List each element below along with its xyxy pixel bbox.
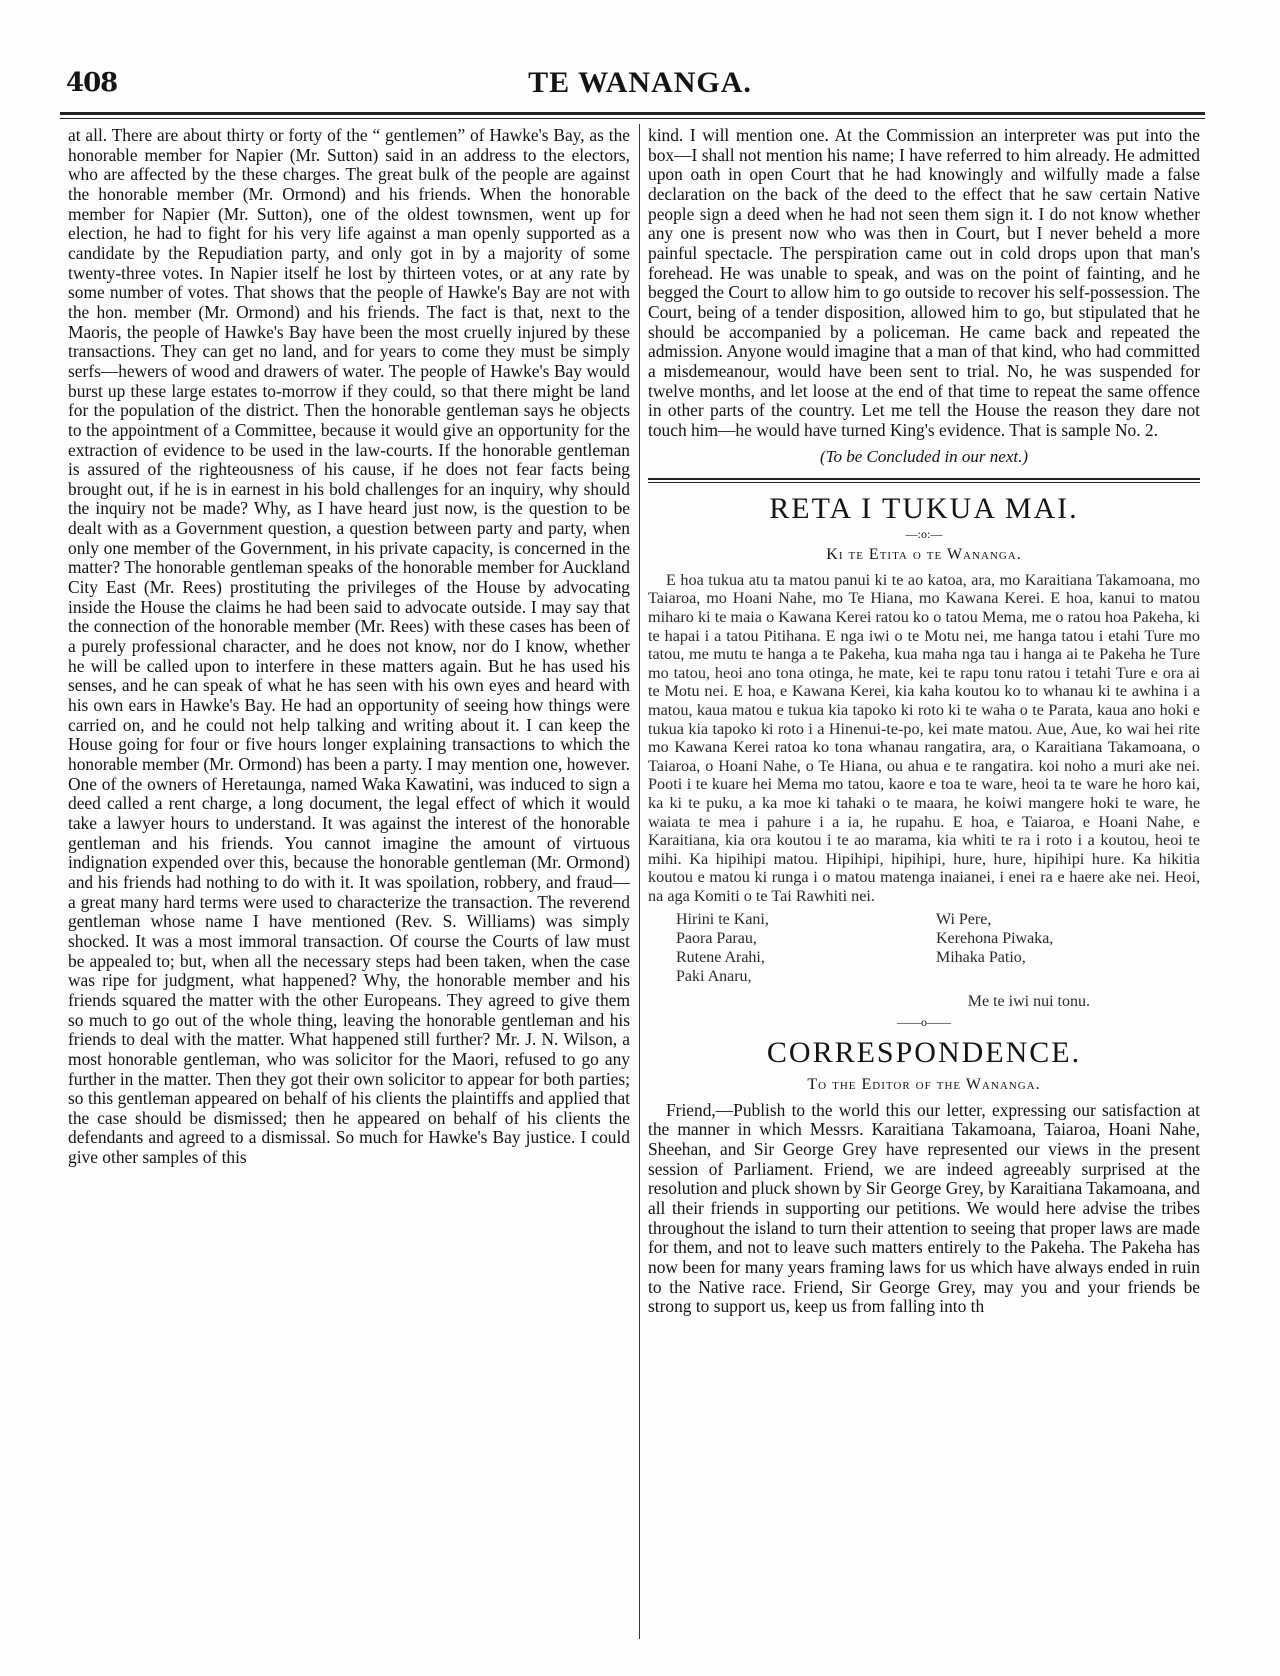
signatory: Rutene Arahi, <box>676 948 765 966</box>
reta-title: RETA I TUKUA MAI. <box>769 492 1079 526</box>
reta-closing: Me te iwi nui tonu. <box>967 992 1090 1010</box>
left-column <box>68 126 630 1646</box>
signatory: Hirini te Kani, <box>676 910 769 928</box>
section-rule <box>648 478 1200 483</box>
masthead-title: TE WANANGA. <box>528 66 752 99</box>
left-column-paragraph: at all. There are about thirty or forty of the “ gentlemen” of Hawke's Bay, as the honorable member for Napier (Mr. Sutton) said in an address to the electors, who are affected by the these charges. The great bulk of the people are against the honorable member (Mr. Ormond) and his friends. When the honorable member for Napier (Mr. Sutton), one of the oldest townsmen, went up for election, he had to fight for his very life against a man openly supported as a candidate by the Repudiation party, and only got in by a majority of some twenty-three votes. In Napier itself he lost by thirteen votes, or at any rate by some number of votes. That shows that the people of Hawke's Bay are not with the hon. member (Mr. Ormond) and his friends. The fact is that, next to the Maoris, the people of Hawke's Bay have been the most cruelly injured by these transactions. They can get no land, and for years to come they must be simply serfs—hewers of wood and drawers of water. The people of Hawke's Bay would burst up these large estates to-morrow if they could, so that there might be land for the population of the district. Then the honorable gentleman says he objects to the appointment of a Committee, because it would give an opportunity for the extraction of evidence to be used in the law-courts. If the honorable gentleman is assured of the righteousness of his cause, if he does not fear facts being brought out, if he is in earnest in his bold challenges for an inquiry, why should the inquiry not be made? Why, as I have heard just now, is the question to be dealt with as a Government question, a question between party and party, when only one member of the Government, in his private capacity, is concerned in the matter? The honorable gentleman speaks of the honorable member for Auckland City East (Mr. Rees) prostituting the privileges of the House by advocating inside the House the claims he had been said to advocate outside. I may say that the connection of the honorable member (Mr. Rees) with these cases has been of a purely professional character, and he does not know, nor do I know, whether he will be called upon to interfere in these matters again. But he has used his senses, and he can speak of what he has seen with his own eyes and heard with his own ears in Hawke's Bay. He had an opportunity of seeing how things were carried on, and he could not help talking and writing about it. I can keep the House going for four or five hours longer explaining transactions to which the honorable member (Mr. Ormond) has been a party. I may mention one, however. One of the owners of Heretaunga, named Waka Kawatini, was induced to sign a deed called a rent charge, a long document, the legal effect of which it would take a lawyer hours to understand. It was against the interest of the honorable gentleman and his friends. You cannot imagine the amount of virtuous indignation expended over this, because the honorable gentleman (Mr. Ormond) and his friends had nothing to do with it. It was spoilation, robbery, and fraud—a great many hard terms were used to characterize the transaction. The reverend gentleman whose name I have mentioned (Rev. S. Williams) was simply shocked. It was a most immoral transaction. Of course the Courts of law must be appealed to; but, when all the necessary steps had been taken, when the case was ripe for judgment, what happened? Why, the honorable member and his friends squared the matter with the other Europeans. They agreed to give them so much to go out of the whole thing, leaving the honorable gentleman and his friends to deal with the matter. What happened still further? Mr. J. N. Wilson, a most honorable gentleman, who was solicitor for the Maori, refused to go any further in the matter. Then they got their own solicitor to appear for both parties; so this gentleman appeared on behalf of his clients the plaintiffs and applied that the case should be dismissed; then he appeared on behalf of his clients the defendants and agreed to a dismissal. So much for Hawke's Bay justice. I could give other samples of this <box>68 126 630 1168</box>
signatory: Kerehona Piwaka, <box>936 929 1054 947</box>
page-header <box>60 66 1220 106</box>
right-column <box>648 126 1200 1646</box>
correspondence-ornament: ——o—— <box>897 1015 951 1030</box>
correspondence-letter-body: Friend,—Publish to the world this our letter, expressing our satisfaction at the manner in which Messrs. Karaitiana Takamoana, Taiaroa, Hoani Nahe, Sheehan, and Sir George Grey have represented our views in the present session of Parliament. Friend, we are indeed agreeably surprised at the resolution and pluck shown by Sir George Grey, by Karaitiana Takamoana, and all their friends in supporting our petitions. We would here advise the tribes throughout the island to turn their attention to seeing that proper laws are made for them, and not to leave such matters entirely to the Pakeha. The Pakeha has now been for many years framing laws for us which have always ended in ruin to the Native race. Friend, Sir George Grey, may you and your friends be strong to support us, keep us from falling into th <box>648 1099 1200 1317</box>
continued-note: (To be Concluded in our next.) <box>819 446 1029 466</box>
signatory: Mihaka Patio, <box>936 948 1026 966</box>
speech-continuation: kind. I will mention one. At the Commission an interpreter was put into the box—I shall not mention his name; I have referred to him already. He admitted upon oath in open Court that he had knowingly and wilfully made a false declaration on the back of the deed to the effect that he saw certain Native people sign a deed when he had not seen them sign it. I do not know whether any one is present now who was then in Court, but I never beheld a more painful spectacle. The perspiration came out in cold drops upon that man's forehead. He was unable to speak, and was on the point of fainting, and he begged the Court to allow him to go outside to recover his self-possession. The Court, being of a tender disposition, allowed him to go, but stipulated that he should be accompanied by a policeman. He came back and repeated the admission. Anyone would imagine that a man of that kind, who had committed a misdemeanour, would have been sent to trial. No, he was suspended for twelve months, and let loose at the end of that time to repeat the same offence in other parts of the country. Let me tell the House the reason they dare not touch him—he would have turned King's evidence. That is sample No. 2. <box>648 126 1200 440</box>
correspondence-title: CORRESPONDENCE. <box>766 1036 1082 1070</box>
reta-signatories <box>676 910 1176 986</box>
column-divider <box>639 124 640 1639</box>
signatory: Paora Parau, <box>676 929 757 947</box>
reta-ornament: —:o:— <box>905 527 943 542</box>
reta-salutation: Ki te Etita o te Wananga. <box>826 546 1022 564</box>
header-rule <box>60 112 1205 119</box>
signatory: Wi Pere, <box>936 910 992 928</box>
page-number: 408 <box>66 68 118 98</box>
reta-letter-body: E hoa tukua atu ta matou panui ki te ao katoa, ara, mo Karaitiana Takamoana, mo Taiaroa, mo Hoani Nahe, mo Te Hiana, mo Kawana Kerei. E hoa, kanui to matou miharo ki te maia o Kawana Kerei ratou ko o tatou Mema, me o ratou hoa Pakeha, ki te hapai i a tatou Pitihana. E nga iwi o te Motu nei, me hanga tatou i etahi Ture mo tatou, me mutu te hanga a te Pakeha, kua maha nga tau i hanga ai te Pakeha he Ture mo tatou, heoi ano tona otinga, he mate, kei te rapu tonu ratou i tetahi Ture e ora ai te Motu nei. E hoa, e Kawana Kerei, kia kaha koutou ko to whanau ki te awhina i a matou, kaua matou e tukua kia tapoko ki roto ki te waha o te Parata, kaua ano hoki e tukua kia tapoko ki roto i a Hinenui-te-po, kei mate matou. Aue, Aue, ko wai hei rite mo Kawana Kerei ratoa ko tona whanau rangatira, ara, o Karaitiana Takamoana, o Taiaroa, o Hoani Nahe, o Te Hiana, ou ahua e te rangatira. koi noho a muri ake nei. Pooti i te kuare hei Mema mo tatou, kaore e toa te ware, heoi ta te ware he horo kai, ka ki te puku, a ka moe ki tahaki o te maara, he koiwi mangere hoki te ware, he waiata te mea i pahure i a ia, he rupahu. E hoa, e Taiaroa, e Hoani Nahe, e Karaitiana, kia ora koutou i te ao marama, kia whiti te ra i roto i a koutou, heoi te mihi. Ka hipihipi matou. Hipihipi, hipihipi, hure, hure, hipihipi hure. Ka hikitia koutou e matou ki runga i o matou matenga inaianei, i enei ra e haere ake nei. Heoi, na aga Komiti o te Tai Rawhiti nei. <box>648 570 1200 905</box>
correspondence-salutation: To the Editor of the Wananga. <box>807 1076 1041 1094</box>
signatory: Paki Anaru, <box>676 967 752 985</box>
